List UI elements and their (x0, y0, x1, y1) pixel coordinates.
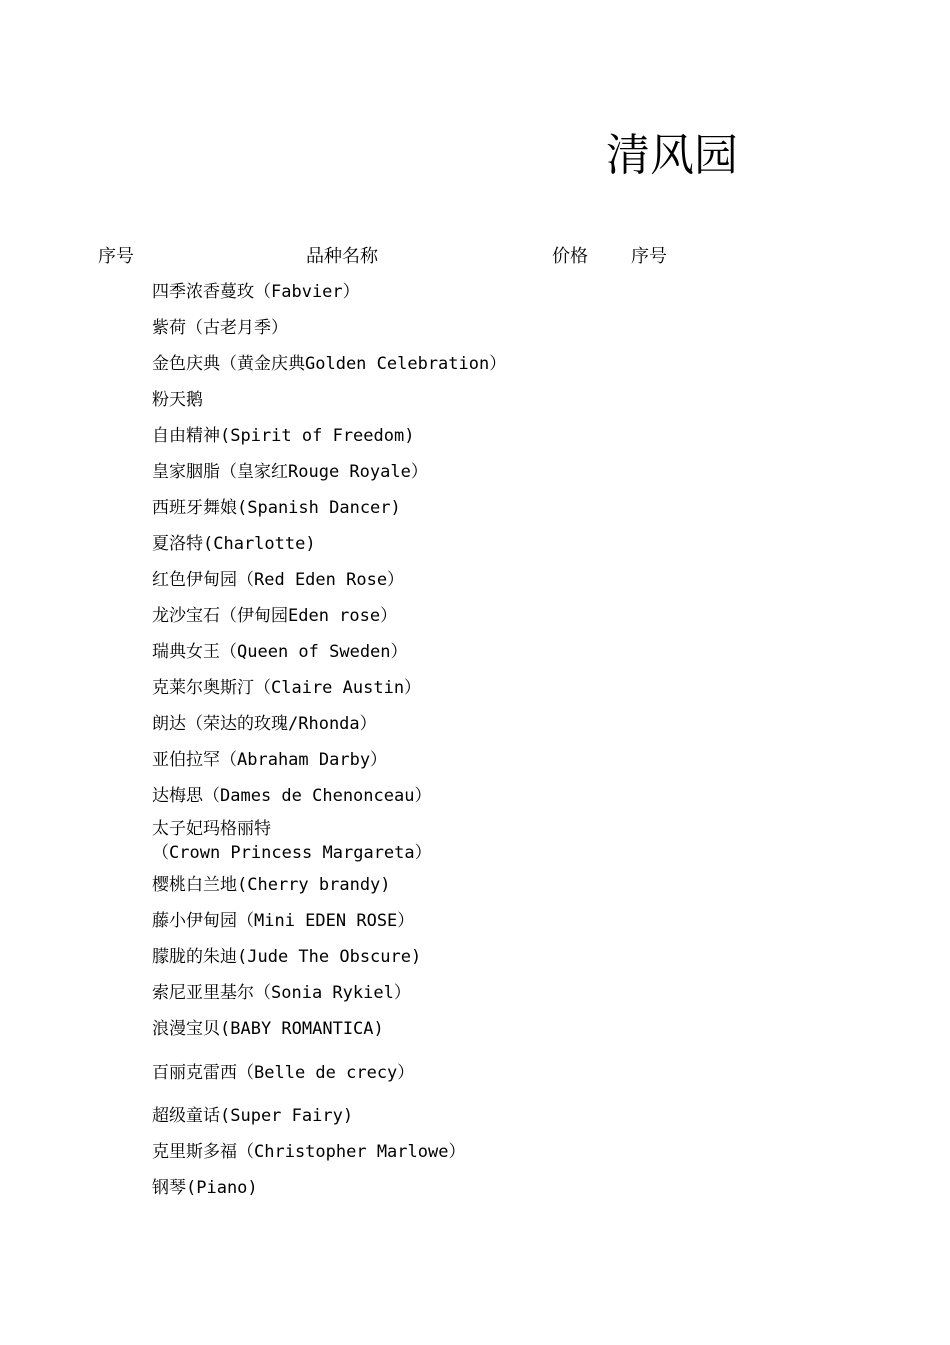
variety-name: 夏洛特(Charlotte) (152, 534, 316, 554)
variety-name: 朦胧的朱迪(Jude The Obscure) (152, 947, 422, 967)
list-item (152, 676, 421, 700)
list-item (152, 352, 506, 376)
variety-name: 克莱尔奥斯汀（Claire Austin） (152, 678, 422, 698)
list-item (152, 712, 377, 736)
variety-name: 樱桃白兰地(Cherry brandy) (152, 875, 391, 895)
variety-name: 皇家胭脂（皇家红Rouge Royale） (152, 462, 428, 482)
list-item (152, 748, 387, 772)
list-item (152, 1176, 258, 1200)
list-item (152, 424, 414, 448)
variety-name: 四季浓香蔓玫（Fabvier） (152, 282, 360, 302)
list-item (152, 1140, 465, 1164)
variety-name: 西班牙舞娘(Spanish Dancer) (152, 498, 401, 518)
variety-name: 朗达（荣达的玫瑰/Rhonda） (152, 714, 377, 734)
variety-name: 钢琴(Piano) (152, 1178, 258, 1198)
list-item (152, 496, 401, 520)
variety-name: 藤小伊甸园（Mini EDEN ROSE） (152, 911, 415, 931)
list-item (152, 981, 411, 1005)
variety-name: 自由精神(Spirit of Freedom) (152, 426, 415, 446)
list-item (152, 1104, 353, 1128)
header-variety-name: 品种名称 (306, 246, 378, 267)
header-price: 价格 (552, 246, 588, 267)
variety-name: 超级童话(Super Fairy) (152, 1106, 354, 1126)
list-item (152, 817, 432, 865)
list-item (152, 784, 431, 808)
page-title: 清风园 (606, 130, 738, 181)
list-item (152, 532, 316, 556)
list-item (152, 568, 404, 592)
list-item (152, 280, 360, 304)
list-item (152, 460, 428, 484)
variety-name: 克里斯多福（Christopher Marlowe） (152, 1142, 466, 1162)
list-item (152, 388, 203, 412)
variety-name: 红色伊甸园（Red Eden Rose） (152, 570, 405, 590)
list-item (152, 945, 421, 969)
variety-name: 金色庆典（黄金庆典Golden Celebration） (152, 354, 507, 374)
list-item (152, 640, 408, 664)
variety-name: 紫荷（古老月季） (152, 318, 288, 338)
variety-name: 瑞典女王（Queen of Sweden） (152, 642, 408, 662)
variety-name: 太子妃玛格丽特 (152, 819, 271, 839)
variety-name: 百丽克雷西（Belle de crecy） (152, 1063, 415, 1083)
variety-name: 浪漫宝贝(BABY ROMANTICA) (152, 1019, 384, 1039)
header-seq-2: 序号 (631, 246, 667, 267)
list-item (152, 1017, 384, 1041)
list-item (152, 316, 288, 340)
variety-name: 粉天鹅 (152, 390, 203, 410)
variety-name: 索尼亚里基尔（Sonia Rykiel） (152, 983, 411, 1003)
variety-name: 达梅思（Dames de Chenonceau） (152, 786, 432, 806)
variety-name: 龙沙宝石（伊甸园Eden rose） (152, 606, 398, 626)
list-item (152, 873, 391, 897)
list-item (152, 909, 414, 933)
header-seq: 序号 (98, 246, 134, 267)
variety-name: 亚伯拉罕（Abraham Darby） (152, 750, 388, 770)
variety-name-english: （Crown Princess Margareta） (152, 843, 432, 863)
list-item (152, 604, 397, 628)
list-item (152, 1061, 414, 1085)
